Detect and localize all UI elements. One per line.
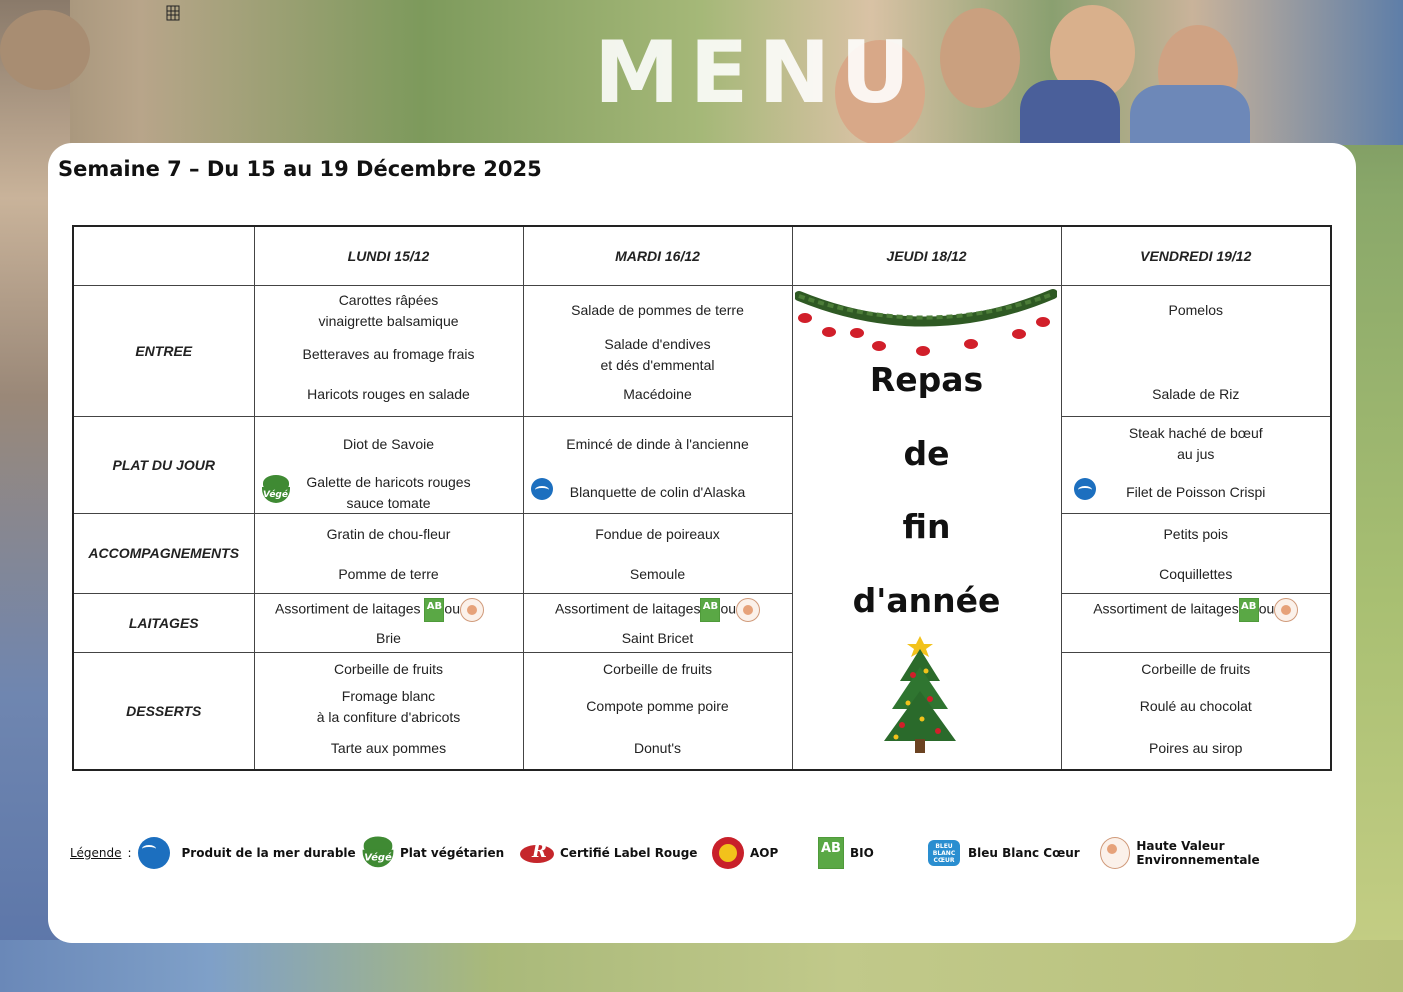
menu-item: Assortiment de laitages [1093,600,1239,617]
or-text: ou [720,600,737,617]
special-text: de [903,433,950,473]
legend-label: Bleu Blanc Cœur [968,846,1080,860]
menu-item: Filet de Poisson Crispi [1126,483,1266,500]
category-desserts: DESSERTS [73,652,254,770]
day-header-vendredi: VENDREDI 19/12 [1061,226,1331,285]
day-header-jeudi: JEUDI 18/12 [792,226,1061,285]
desserts-row [73,652,1331,770]
menu-item: à la confiture d'abricots [316,708,461,725]
day-header-lundi: LUNDI 15/12 [254,226,523,285]
menu-item: Betteraves au fromage frais [302,345,475,362]
menu-item: vinaigrette balsamique [318,312,459,329]
menu-item: Brie [376,629,401,646]
bio-icon: AB [1239,598,1259,622]
legend-label: Produit de la mer durable [181,846,356,860]
christmas-garland-icon [795,288,1057,358]
bleu-blanc-coeur-icon: BLEU BLANC CŒUR [928,838,962,868]
legend-label: Certifié Label Rouge [560,846,698,860]
menu-item: Corbeille de fruits [1141,660,1251,677]
legend-label: Plat végétarien [400,846,505,860]
menu-title: MENU [594,23,921,123]
legend-item-bio [818,830,874,876]
menu-item: Petits pois [1163,525,1229,542]
special-text: fin [902,506,951,546]
menu-item: Pomelos [1168,301,1223,318]
category-plat: PLAT DU JOUR [73,416,254,513]
menu-item: et dés d'emmental [600,356,715,373]
menu-item: Salade d'endives [604,335,711,352]
legend-item-label-rouge [520,830,697,876]
legend-title: Légende : Produit de la mer durable [70,830,356,876]
grid-handle-icon[interactable] [166,5,180,21]
legend-label: AOP [750,846,779,860]
aop-icon [712,837,744,869]
menu-item: Fromage blanc [341,687,436,704]
or-text: ou [444,600,460,617]
photo-hair [0,10,90,90]
menu-table [72,225,1332,771]
bio-icon: AB [700,598,720,622]
lundi-plat-cell [254,416,523,513]
menu-item: Steak haché de bœuf [1128,424,1263,441]
vendredi-accomp-cell [1061,513,1331,593]
menu-item: Poires au sirop [1149,739,1243,756]
menu-item: Roulé au chocolat [1139,697,1252,714]
special-text: d'année [852,580,1001,620]
legend-item-hve [1100,830,1340,876]
sea-icon [138,837,170,869]
menu-item: Fondue de poireaux [595,525,720,542]
menu-item: Salade de Riz [1152,385,1240,402]
menu-item: Gratin de chou-fleur [326,525,451,542]
photo-clothes [1020,80,1120,150]
legend-item-aop [712,830,778,876]
header-row [73,226,1331,285]
menu-item: Emincé de dinde à l'ancienne [566,435,749,452]
menu-item: Macédoine [623,385,692,402]
laitages-row [73,593,1331,652]
vege-icon: Végé [260,475,292,505]
photo-clothes [1130,85,1250,150]
menu-item: au jus [1177,445,1215,462]
week-title: Semaine 7 – Du 15 au 19 Décembre 2025 [58,157,542,181]
menu-item: Assortiment de laitages [275,600,421,617]
vege-icon: Végé [360,837,395,870]
menu-item: Blanquette de colin d'Alaska [569,483,746,500]
mardi-desserts-cell [523,652,792,770]
legend [70,830,1340,876]
menu-item: Compote pomme poire [586,697,729,714]
vendredi-desserts-cell [1061,652,1331,770]
category-accompagnements: ACCOMPAGNEMENTS [73,513,254,593]
mardi-entree-cell [523,285,792,416]
menu-item: Tarte aux pommes [330,739,447,756]
hve-icon [1100,837,1130,869]
legend-item-bleu-blanc-coeur [928,830,1080,876]
menu-item: Haricots rouges en salade [307,385,470,402]
lundi-accomp-cell [254,513,523,593]
accomp-row [73,513,1331,593]
lundi-desserts-cell [254,652,523,770]
corner-cell [73,226,254,285]
lundi-entree-cell [254,285,523,416]
menu-item: sauce tomate [346,494,431,511]
or-text: ou [1258,600,1275,617]
vendredi-plat-cell [1061,416,1331,513]
category-entree: ENTREE [73,285,254,416]
special-text: Repas [869,359,984,399]
day-header-mardi: MARDI 16/12 [523,226,792,285]
menu-item: Diot de Savoie [342,435,435,452]
legend-item-vege [362,830,504,876]
hve-icon [736,598,760,622]
hve-icon [1274,598,1298,622]
legend-label: Haute Valeur Environnementale [1136,839,1260,867]
photo-face [940,8,1020,108]
category-laitages: LAITAGES [73,593,254,652]
legend-label: BIO [850,846,874,860]
menu-item: Corbeille de fruits [603,660,712,677]
menu-item: Carottes râpées [338,291,439,308]
vendredi-entree-cell [1061,285,1331,416]
menu-item: Pomme de terre [338,565,439,582]
mardi-laitages-cell [523,593,792,652]
lundi-laitages-cell [254,593,523,652]
christmas-tree-icon [878,633,962,758]
vendredi-laitages-cell [1061,593,1331,652]
menu-item: Salade de pommes de terre [571,301,744,318]
hve-icon [460,598,484,622]
entree-row [73,285,1331,416]
background-photo-bottom [0,940,1403,992]
mardi-plat-cell [523,416,792,513]
bio-icon: AB [818,837,844,869]
menu-item: Coquillettes [1159,565,1233,582]
bio-icon: AB [424,598,444,622]
menu-item: Assortiment de laitages [554,600,701,617]
menu-item: Semoule [629,565,686,582]
label-rouge-icon: R [520,841,554,865]
menu-item: Galette de haricots rouges [306,473,471,490]
menu-item: Saint Bricet [621,629,694,646]
plat-row [73,416,1331,513]
menu-item: Corbeille de fruits [334,660,443,677]
menu-item: Donut's [633,739,682,756]
mardi-accomp-cell [523,513,792,593]
